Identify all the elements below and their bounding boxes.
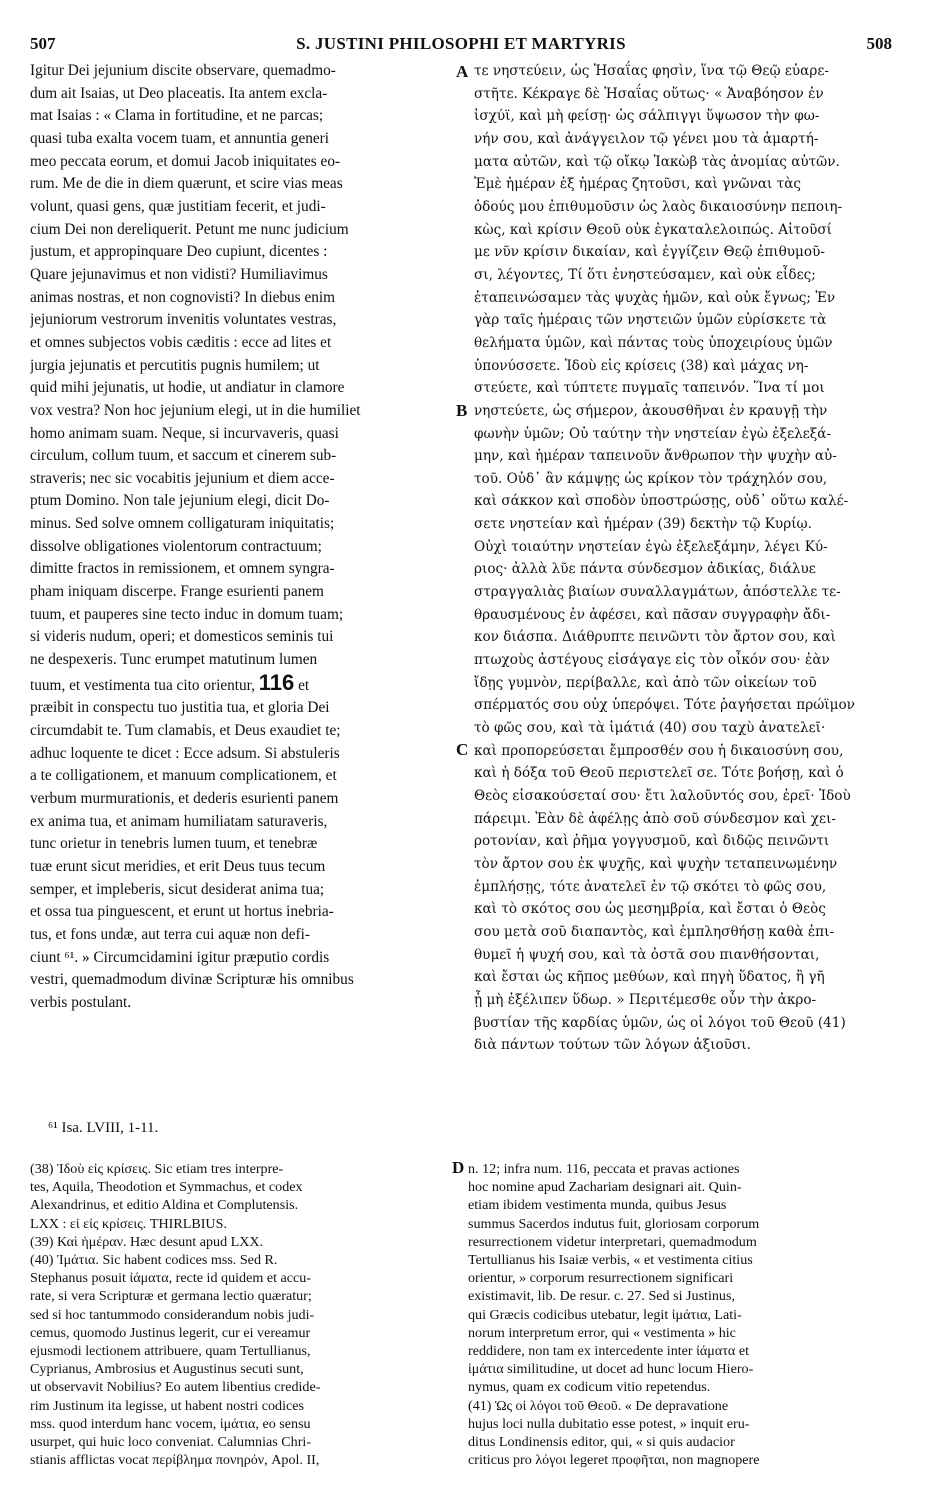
text-line: justum, et appropinquare Deo cupiunt, dicentes : bbox=[30, 243, 328, 261]
margin-letter-d: D bbox=[452, 1158, 465, 1177]
note-line: summus Sacerdos indutus fuit, gloriosam corporum bbox=[468, 1215, 760, 1232]
text-line: ἐμπλήσῃς, τότε ἀνατελεῖ ἐν τῷ σκότει τὸ φῶς σου, bbox=[474, 878, 827, 895]
text-line: tunc orietur in tenebris lumen tuum, et tenebræ bbox=[30, 835, 318, 853]
text-line: pham iniquam discerpe. Frange esurienti panem bbox=[30, 583, 324, 601]
text-line: ὑπονύσσετε. Ἰδοὺ εἰς κρίσεις (38) καὶ μάχας νη- bbox=[474, 357, 809, 374]
text-line: verbis postulant. bbox=[30, 993, 132, 1011]
note-line: mss. quod interdum hanc vocem, ἱμάτια, eo sensu bbox=[30, 1415, 311, 1432]
text-line: κὼς, καὶ κρίσιν Θεοῦ οὐκ ἐγκαταλελοιπώς. Αἰτοῦσί bbox=[474, 221, 832, 238]
text-line: στεύετε, καὶ τύπτετε πυγμαῖς ταπεινόν. Ἵνα τί μοι bbox=[474, 380, 825, 397]
text-line: volunt, quasi gens, quæ justitiam fecerit, et judi- bbox=[30, 197, 326, 215]
page-number-right: 508 bbox=[866, 34, 892, 53]
text-line: στῆτε. Κέκραγε δὲ Ἡσαΐας οὕτως· « Ἀναβόησον ἐν bbox=[474, 85, 824, 102]
text-line: dissolve obligationes violentorum contractuum; bbox=[30, 537, 322, 555]
text-line: tuæ erunt sicut meridies, et erit Deus tuus tecum bbox=[30, 857, 326, 875]
text-line: ciunt ⁶¹. » Circumcidamini igitur præputio cordis bbox=[30, 948, 330, 966]
text-line: καὶ τὸ σκότος σου ὡς μεσημβρία, καὶ ἔσται ὁ Θεὸς bbox=[474, 901, 826, 918]
text-line: τοῦ. Οὐδ᾽ ἂν κάμψῃς ὡς κρίκον τὸν τράχηλόν σου, bbox=[474, 470, 828, 487]
note-line: ἱμάτια similitudine, ut docet ad hunc locum Hiero- bbox=[468, 1361, 754, 1378]
text-line: με νῦν κρίσιν δικαίαν, καὶ ἐγγίζειν Θεῷ ἐπιθυμοῦ- bbox=[474, 244, 825, 261]
text-line: vox vestra? Non hoc jejunium elegi, ut in die humiliet bbox=[30, 401, 361, 419]
note-line: LXX : εἰ εἰς κρίσεις. THIRLBIUS. bbox=[30, 1215, 227, 1232]
text-line: νήν σου, καὶ ἀνάγγειλον τῷ γένει μου τὰ ἁμαρτή- bbox=[474, 130, 819, 147]
text-line: ᾗ μὴ ἐξέλιπεν ὕδωρ. » Περιτέμεσθε οὖν τὴν ἀκρο- bbox=[474, 991, 817, 1008]
text-line: πάρειμι. Ἐὰν δὲ ἀφέλῃς ἀπὸ σοῦ σύνδεσμον καὶ χει- bbox=[474, 810, 836, 827]
text-line: cium Dei non dereliquerit. Petunt me nunc judicium bbox=[30, 220, 349, 238]
note-line: ejusmodi lectionem attribuere, quam Tertullianus, bbox=[30, 1343, 311, 1360]
text-line: σου μετὰ σοῦ διαπαντὸς, καὶ ἐμπλησθήσῃ καθὰ ἐπι- bbox=[474, 923, 835, 940]
note-line: criticus pro λόγοι legeret προφῆται, non magnopere bbox=[468, 1452, 760, 1469]
text-line: Οὐχὶ τοιαύτην νηστείαν ἐγὼ ἐξελεξάμην, λέγει Κύ- bbox=[474, 538, 828, 555]
text-line: meo peccata eorum, et domui Jacob iniquitates eo- bbox=[30, 152, 341, 170]
text-line: σι, λέγοντες, Τί ὅτι ἐνηστεύσαμεν, καὶ οὐκ εἶδες; bbox=[474, 266, 816, 283]
note-line: n. 12; infra num. 116, peccata et pravas actiones bbox=[468, 1161, 740, 1177]
text-line: φωνὴν ὑμῶν; Οὐ ταύτην τὴν νηστείαν ἐγὼ ἐξελεξά- bbox=[474, 425, 832, 442]
note-line: (38) Ἰδοὺ εἰς κρίσεις. Sic etiam tres interpre- bbox=[30, 1161, 284, 1177]
text-line: animas nostras, et non cognovisti? In diebus enim bbox=[30, 288, 336, 306]
greek-text-column bbox=[474, 60, 892, 1057]
text-line: ptum Domino. Non tale jejunium elegi, dicit Do- bbox=[30, 492, 330, 510]
text-line: præibit in conspectu tuo justitia tua, et gloria Dei bbox=[30, 699, 330, 717]
note-line: cemus, quomodo Justinus legerit, cur ei vereamur bbox=[30, 1324, 311, 1341]
text-line: minus. Sed solve omnem colligaturam iniquitatis; bbox=[30, 515, 335, 533]
text-line: καὶ προπορεύσεται ἔμπροσθέν σου ἡ δικαιοσύνη σου, bbox=[474, 742, 844, 759]
latin-text-column bbox=[30, 60, 455, 1015]
footnotes-left bbox=[30, 1160, 455, 1469]
text-line: circulum, collum tuum, et saccum et cinerem sub- bbox=[30, 447, 337, 465]
note-line: Stephanus posuit ἰάματα, recte id quidem et accu- bbox=[30, 1270, 312, 1287]
note-line: (39) Καὶ ἡμέραν. Hæc desunt apud LXX. bbox=[30, 1233, 264, 1250]
text-line: θυμεῖ ἡ ψυχή σου, καὶ τὰ ὀστᾶ σου πιανθήσονται, bbox=[474, 946, 820, 963]
text-line: καὶ ἔσται ὡς κῆπος μεθύων, καὶ πηγὴ ὕδατος, ἢ γῆ bbox=[474, 969, 825, 986]
text-line: τὸν ἄρτον σου ἐκ ψυχῆς, καὶ ψυχὴν τεταπεινωμένην bbox=[474, 855, 838, 872]
note-line: usurpet, qui huic loco conveniat. Calumnias Chri- bbox=[30, 1434, 312, 1451]
text-line: Ἐμὲ ἡμέραν ἐξ ἡμέρας ζητοῦσι, καὶ γνῶναι τὰς bbox=[474, 176, 801, 193]
text-line: Θεὸς εἰσακούσεταί σου· ἔτι λαλοῦντός σου, ἐρεῖ· Ἰδοὺ bbox=[474, 788, 851, 804]
note-line: ditus Londinensis editor, qui, « si quis audacior bbox=[468, 1434, 735, 1451]
text-line: et ossa tua pinguescent, et erunt ut hortus inebria- bbox=[30, 903, 334, 921]
text-line: πτωχοὺς ἀστέγους εἰσάγαγε εἰς τὸν οἶκόν σου· ἐὰν bbox=[474, 652, 830, 669]
text-line: homo animam suam. Neque, si incurvaveris, quasi bbox=[30, 424, 339, 442]
text-line: quasi tuba exalta vocem tuam, et annuntia generi bbox=[30, 129, 330, 147]
text-line: ex anima tua, et animam humiliatam saturaveris, bbox=[30, 812, 328, 830]
text-line: dum ait Isaias, ut Deo placeatis. Ita antem excla- bbox=[30, 84, 328, 102]
text-line: θραυσμένους ἐν ἀφέσει, καὶ πᾶσαν συγγραφὴν ἄδι- bbox=[474, 606, 831, 623]
text-line: tus, et fons undæ, aut terra cui aquæ non defi- bbox=[30, 925, 310, 943]
note-line: ut observavit Nobilius? Eo autem libentius credide- bbox=[30, 1379, 321, 1396]
text-line: θελήματα ὑμῶν, καὶ πάντας τοὺς ὑποχειρίους ὑμῶν bbox=[474, 334, 833, 351]
text-line: a te colligationem, et manuum complicationem, et bbox=[30, 767, 337, 785]
text-line: et omnes subjectos vobis cæditis : ecce ad lites et bbox=[30, 333, 332, 351]
text-line: tuum, et pauperes sine tecto induc in domum tuam; bbox=[30, 605, 344, 623]
section-number: 116 bbox=[258, 671, 295, 695]
text-line: διὰ πάντων τούτων τῶν λόγων ἀξιοῦσι. bbox=[474, 1037, 751, 1054]
note-line: qui Græcis codicibus utebatur, legit ἱμάτια, Lati- bbox=[468, 1306, 742, 1323]
text-line: Igitur Dei jejunium discite observare, quemadmo- bbox=[30, 62, 336, 79]
scripture-reference: ⁶¹ Isa. LVIII, 1-11. bbox=[48, 1120, 159, 1136]
note-line: etiam ibidem vestimenta munda, quibus Jesus bbox=[468, 1197, 727, 1214]
text-line: dimitte fractos in remissionem, et omnem syngra- bbox=[30, 560, 335, 578]
text-line: si videris nudum, operi; et domesticos seminis tui bbox=[30, 628, 334, 646]
text-line: ματα αὐτῶν, καὶ τῷ οἴκῳ Ἰακὼβ τὰς ἀνομίας αὐτῶν. bbox=[474, 153, 840, 170]
text-line: semper, et impleberis, sicut desiderat anima tua; bbox=[30, 880, 325, 898]
text-line: τὸ φῶς σου, καὶ τὰ ἱμάτιά (40) σου ταχὺ ἀνατελεῖ· bbox=[474, 720, 826, 737]
text-line: ἴδῃς γυμνὸν, περίβαλλε, καὶ ἀπὸ τῶν οἰκείων τοῦ bbox=[474, 674, 817, 691]
running-title: S. JUSTINI PHILOSOPHI ET MARTYRIS bbox=[296, 34, 626, 53]
note-line: Alexandrinus, et editio Aldina et Complutensis. bbox=[30, 1197, 299, 1214]
page-number-left: 507 bbox=[30, 34, 56, 53]
text-line: νηστεύετε, ὡς σήμερον, ἀκουσθῆναι ἐν κραυγῇ τὴν bbox=[474, 402, 828, 419]
text-line: σετε νηστείαν καὶ ἡμέραν (39) δεκτὴν τῷ Κυρίῳ. bbox=[474, 516, 812, 533]
text-line: rum. Me de die in diem quærunt, et scire vias meas bbox=[30, 175, 343, 193]
text-line: ριος· ἀλλὰ λῦε πάντα σύνδεσμον ἀδικίας, διάλυε bbox=[474, 561, 816, 578]
note-line: resurrectionem videtur interpretari, quemadmodum bbox=[468, 1233, 757, 1250]
text-line: jurgia jejunatis et percutitis pugnis humilem; ut bbox=[30, 356, 320, 374]
text-line bbox=[30, 672, 455, 698]
note-line: stianis afflictas vocat περίβλημα πονηρόν, Apol. II, bbox=[30, 1452, 320, 1469]
note-line: reddidere, non tam ex intercedente inter ἰάματα et bbox=[468, 1343, 749, 1360]
text-line: vestri, quemadmodum divinæ Scripturæ his omnibus bbox=[30, 971, 354, 989]
note-line: nymus, quam ex codicum vitio repetendus. bbox=[468, 1379, 711, 1396]
note-line: sed si hoc tantummodo considerandum nobis judi- bbox=[30, 1306, 315, 1323]
text-line: καὶ σάκκον καὶ σποδὸν ὑποστρώσῃς, οὐδ᾽ οὕτω καλέ- bbox=[474, 493, 849, 510]
margin-letter-a: A bbox=[456, 62, 469, 81]
text-line: γὰρ ταῖς ἡμέραις τῶν νηστειῶν ὑμῶν εὑρίσκετε τὰ bbox=[474, 312, 827, 329]
text-line: στραγγαλιὰς βιαίων συναλλαγμάτων, ἀπόστελλε τε- bbox=[474, 584, 841, 601]
text-fragment: tuum, et vestimenta tua cito orientur, bbox=[30, 676, 259, 694]
note-line: orientur, » corporum resurrectionem significari bbox=[468, 1270, 734, 1287]
margin-letter-b: B bbox=[456, 401, 468, 420]
note-line: Tertullianus his Isaiæ verbis, « et vestimenta citius bbox=[468, 1252, 753, 1269]
note-line: existimavit, lib. De resur. c. 27. Sed si Justinus, bbox=[468, 1288, 735, 1305]
note-line: rate, si vera Scripturæ et germana lectio quæratur; bbox=[30, 1288, 312, 1305]
note-line: (40) Ἱμάτια. Sic habent codices mss. Sed R. bbox=[30, 1252, 278, 1269]
note-line: rim Justinum ita legisse, ut habent nostri codices bbox=[30, 1397, 305, 1414]
note-line: tes, Aquila, Theodotion et Symmachus, et codex bbox=[30, 1179, 303, 1196]
text-line: ὁδούς μου ἐπιθυμοῦσιν ὡς λαὸς δικαιοσύνην πεποιη- bbox=[474, 198, 843, 215]
text-line: ροτονίαν, καὶ ῥῆμα γογγυσμοῦ, καὶ διδῷς πεινῶντι bbox=[474, 833, 830, 850]
text-line: adhuc loquente te dicet : Ecce adsum. Si abstuleris bbox=[30, 744, 340, 762]
note-line: Cyprianus, Ambrosius et Augustinus secuti sunt, bbox=[30, 1361, 304, 1378]
text-line: καὶ ἡ δόξα τοῦ Θεοῦ περιστελεῖ σε. Τότε βοήσῃ, καὶ ὁ bbox=[474, 765, 844, 782]
text-line: circumdabit te. Tum clamabis, et Deus exaudiet te; bbox=[30, 722, 341, 740]
text-line: τε νηστεύειν, ὡς Ἡσαΐας φησὶν, ἵνα τῷ Θεῷ εὐαρε- bbox=[474, 63, 829, 79]
text-line: ne despexeris. Tunc erumpet matutinum lumen bbox=[30, 651, 318, 669]
running-header bbox=[30, 34, 892, 58]
text-line: mat Isaias : « Clama in fortitudine, et ne parcas; bbox=[30, 107, 324, 125]
text-line: verbum murmurationis, et dederis esurienti panem bbox=[30, 790, 339, 807]
text-line: quid mihi jejunatis, ut hodie, ut andiatur in clamore bbox=[30, 379, 345, 397]
margin-letter-c: C bbox=[456, 740, 469, 759]
text-line: ἰσχύϊ, καὶ μὴ φείσῃ· ὡς σάλπιγγι ὕψωσον τὴν φω- bbox=[474, 108, 820, 125]
note-line: hujus loci nulla dubitatio esse potest, » inquit eru- bbox=[468, 1415, 750, 1432]
text-line: ἐταπεινώσαμεν τὰς ψυχὰς ἡμῶν, καὶ οὐκ ἔγνως; Ἐν bbox=[474, 289, 836, 306]
note-line: (41) Ὡς οἱ λόγοι τοῦ Θεοῦ. « De depravatione bbox=[468, 1397, 729, 1414]
text-line: σπέρματός σου οὐχ ὑπερόψει. Τότε ῥαγήσεται πρώϊμον bbox=[474, 697, 855, 714]
text-fragment: et bbox=[294, 676, 310, 694]
footnotes-right bbox=[468, 1160, 892, 1469]
text-line: κον διάσπα. Διάθρυπτε πεινῶντι τὸν ἄρτον σου, καὶ bbox=[474, 629, 836, 646]
text-line: jejuniorum vestrorum invenitis voluntates vestras, bbox=[30, 311, 337, 329]
note-line: hoc nomine apud Zachariam designari ait. Quin- bbox=[468, 1179, 742, 1196]
note-line: norum interpretum error, qui « vestimenta » hic bbox=[468, 1324, 736, 1341]
text-line: μην, καὶ ἡμέραν ταπεινοῦν ἄνθρωπον τὴν ψυχὴν αὐ- bbox=[474, 448, 837, 465]
text-line: Quare jejunavimus et non vidisti? Humiliavimus bbox=[30, 265, 328, 283]
text-line: βυστίαν τῆς καρδίας ὑμῶν, ὡς οἱ λόγοι τοῦ Θεοῦ (41) bbox=[474, 1014, 846, 1031]
text-line: straveris; nec sic vocabitis jejunium et diem acce- bbox=[30, 469, 335, 487]
